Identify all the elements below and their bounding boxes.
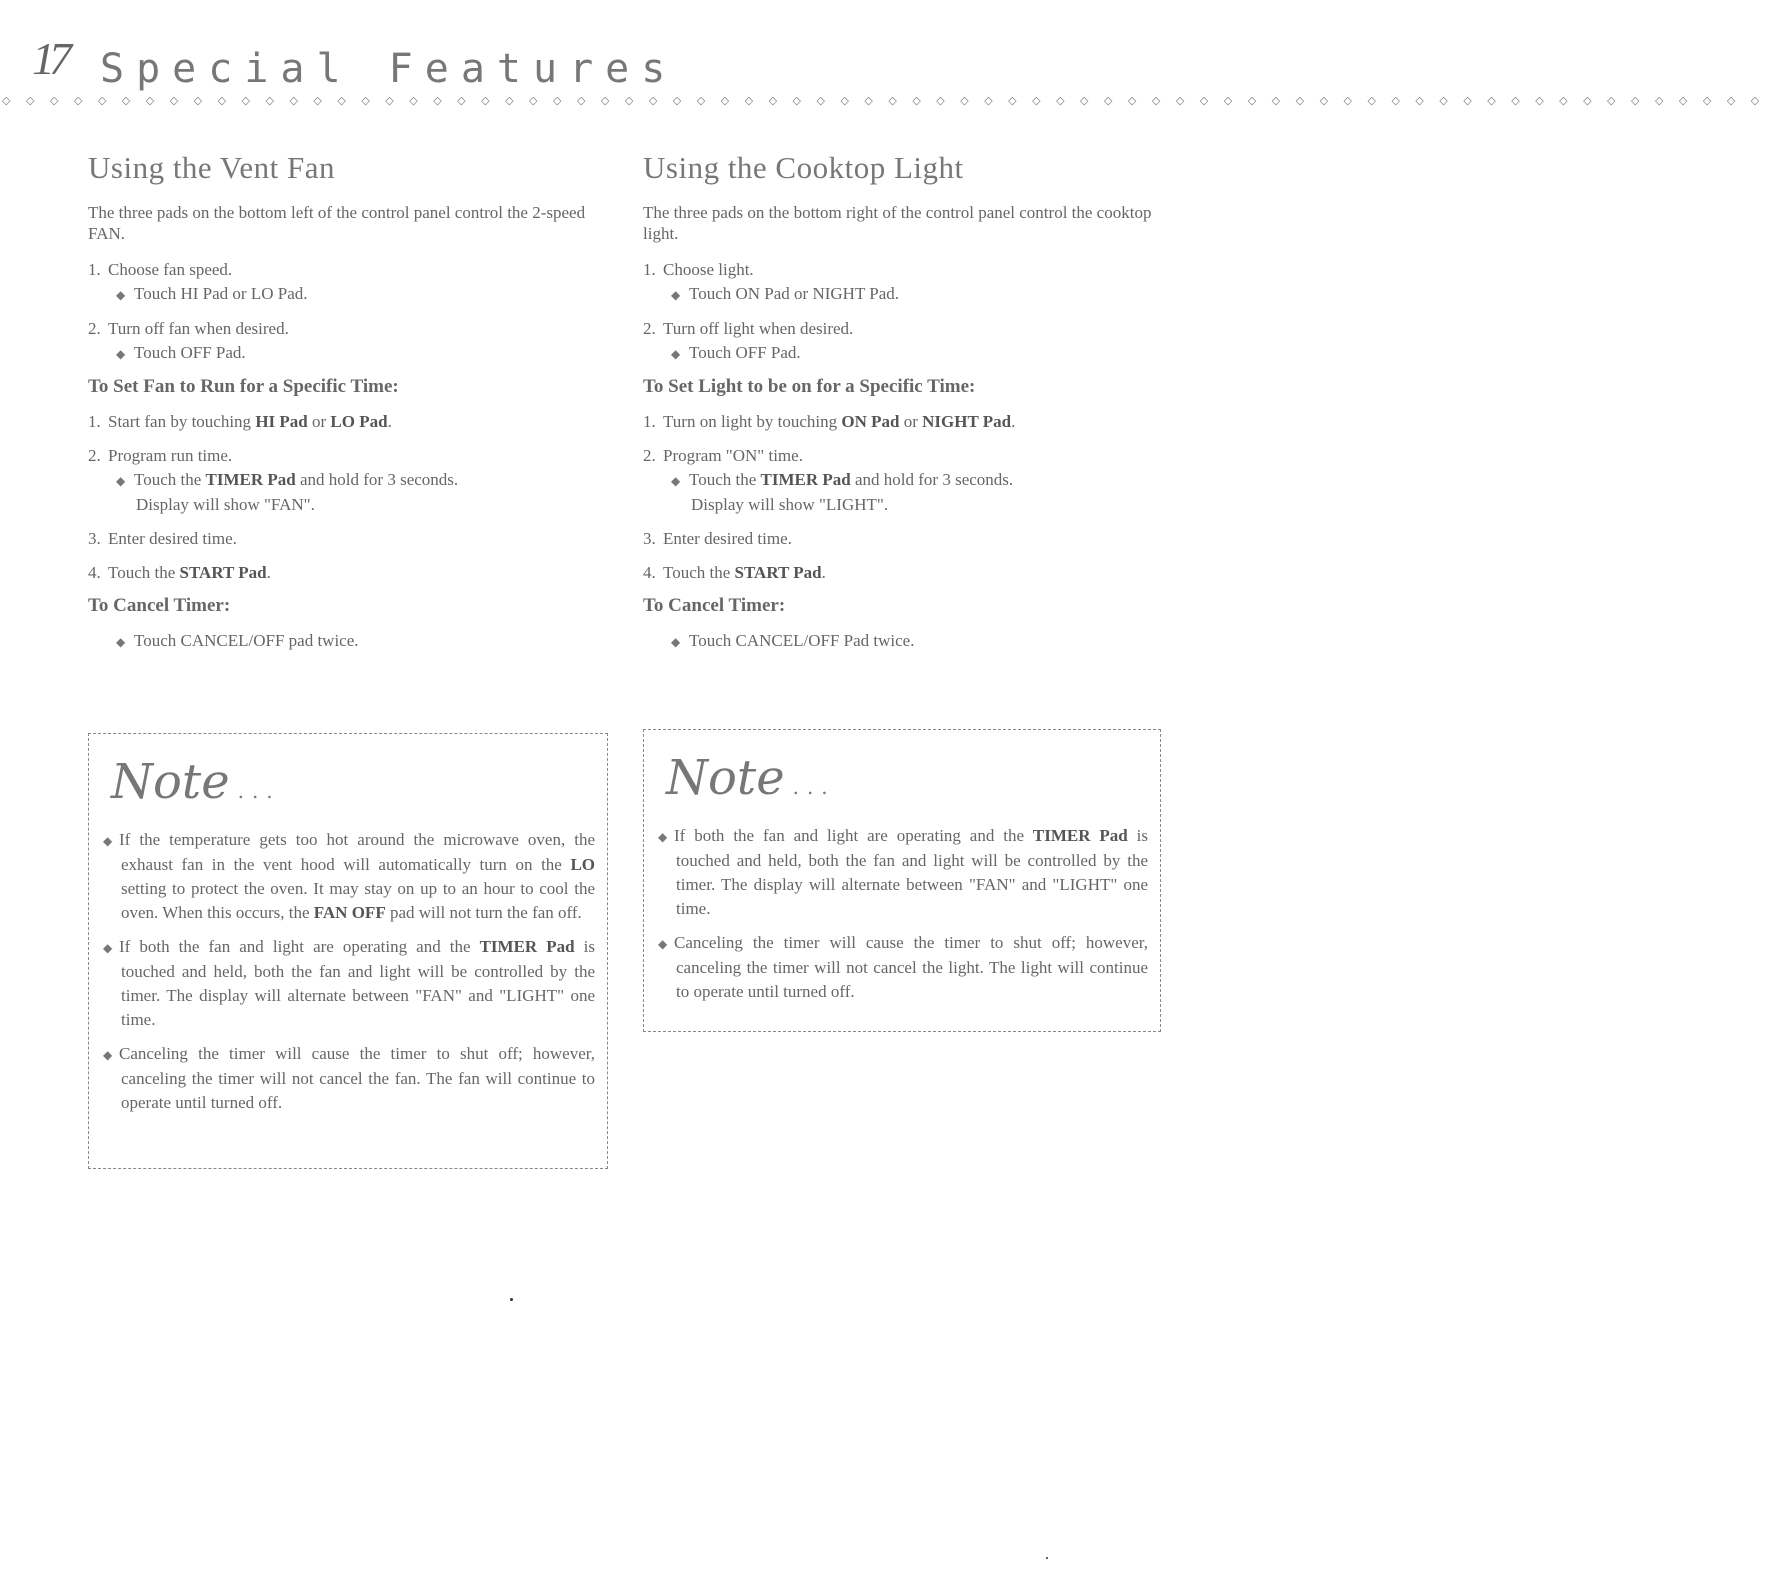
note-text: pad will not turn the fan off. <box>385 903 582 922</box>
step <box>88 561 600 585</box>
cancel-instruction <box>643 629 1161 654</box>
diamond-bullet-icon: ◆ <box>116 288 126 302</box>
display-message: Display will show "FAN". <box>136 495 315 514</box>
step-number: 3. <box>88 529 101 548</box>
diamond-bullet-icon: ◆ <box>103 1048 113 1062</box>
note-item <box>101 935 595 1032</box>
display-message: Display will show "LIGHT". <box>691 495 889 514</box>
note-item <box>656 931 1148 1004</box>
page-header <box>2 28 1765 108</box>
note-bold: LO <box>570 855 595 874</box>
diamond-bullet-icon: ◆ <box>103 941 113 955</box>
diamond-bullet-icon: ◆ <box>671 474 681 488</box>
step-text: Program "ON" time. <box>663 446 803 465</box>
note-text: is touched and held, both the fan and light will be controlled by the timer. The display will alternate between "FAN" and "LIGHT" one time. <box>121 937 595 1029</box>
vent-fan-section <box>88 150 600 664</box>
scan-speck <box>1046 1557 1048 1559</box>
note-text: If the temperature gets too hot around the microwave oven, the exhaust fan in the vent hood will automatically turn on the <box>119 830 595 874</box>
step-substep: Touch the <box>134 470 206 489</box>
step <box>88 527 600 551</box>
diamond-bullet-icon: ◆ <box>658 830 668 844</box>
step-text: or <box>307 412 331 431</box>
note-box <box>643 729 1161 1032</box>
step-substep: Touch OFF Pad. <box>134 343 246 362</box>
step-text: . <box>387 412 392 431</box>
diamond-bullet-icon: ◆ <box>103 834 113 848</box>
step-number: 4. <box>88 563 101 582</box>
note-item <box>101 828 595 925</box>
step-text: . <box>266 563 271 582</box>
step <box>643 561 1161 585</box>
note-item <box>101 1042 595 1115</box>
note-title <box>111 754 595 810</box>
cancel-timer-heading: To Cancel Timer: <box>643 595 786 616</box>
page-number: 17 <box>32 33 66 84</box>
intro-text: The three pads on the bottom left of the control panel control the 2-speed FAN. <box>88 203 586 243</box>
pad-name: LO Pad <box>330 412 388 431</box>
diamond-bullet-icon: ◆ <box>116 347 126 361</box>
note-bold: TIMER Pad <box>1032 826 1128 845</box>
step-number: 1. <box>643 260 656 279</box>
section-heading: Using the Cooktop Light <box>643 150 964 185</box>
step-text: Touch CANCEL/OFF Pad twice. <box>689 631 915 650</box>
note-text: setting to protect the oven. It may stay on up to an hour to cool the oven. When this occurs, the <box>121 879 595 922</box>
note-title-text: Note <box>666 750 785 806</box>
step-text: Touch the <box>663 563 735 582</box>
diamond-bullet-icon: ◆ <box>658 937 668 951</box>
diamond-bullet-icon: ◆ <box>671 347 681 361</box>
step <box>643 527 1161 551</box>
note-dots: ... <box>792 775 836 799</box>
step-text: Turn on light by touching <box>663 412 842 431</box>
note-title-text: Note <box>111 754 230 810</box>
pad-name: START Pad <box>179 563 267 582</box>
cancel-instruction <box>88 629 600 654</box>
diamond-bullet-icon: ◆ <box>116 474 126 488</box>
intro-text: The three pads on the bottom right of the control panel control the cooktop light. <box>643 203 1152 243</box>
pad-name: ON Pad <box>841 412 900 431</box>
step <box>88 444 600 517</box>
note-text: is touched and held, both the fan and light will be controlled by the timer. The display will alternate between "FAN" and "LIGHT" one time. <box>676 826 1148 918</box>
step-text: Choose fan speed. <box>108 260 233 279</box>
note-bold: FAN OFF <box>313 903 386 922</box>
step-text: Enter desired time. <box>663 529 792 548</box>
step-text: Turn off light when desired. <box>663 319 854 338</box>
step-number: 4. <box>643 563 656 582</box>
note-text: Canceling the timer will cause the timer to shut off; however, canceling the timer will not cancel the fan. The fan will continue to operate until turned off. <box>119 1044 595 1112</box>
cancel-timer-heading: To Cancel Timer: <box>88 595 231 616</box>
note-title <box>666 750 1148 806</box>
pad-name: TIMER Pad <box>205 470 296 489</box>
diamond-bullet-icon: ◆ <box>671 288 681 302</box>
step-number: 2. <box>643 319 656 338</box>
section-heading: Using the Vent Fan <box>88 150 335 185</box>
step <box>643 410 1161 434</box>
step-number: 2. <box>643 446 656 465</box>
step-text: . <box>821 563 826 582</box>
step <box>643 444 1161 517</box>
diamond-bullet-icon: ◆ <box>116 635 126 649</box>
step-text: or <box>899 412 923 431</box>
step-substep: and hold for 3 seconds. <box>295 470 459 489</box>
step <box>643 317 1161 366</box>
step-number: 3. <box>643 529 656 548</box>
step-text: Touch the <box>108 563 180 582</box>
note-dots: ... <box>237 779 281 803</box>
step-substep: Touch the <box>689 470 761 489</box>
step-number: 1. <box>88 260 101 279</box>
set-timer-heading: To Set Fan to Run for a Specific Time: <box>88 376 399 397</box>
diamond-rule-icon: ◇ ◇ ◇ ◇ ◇ ◇ ◇ ◇ ◇ ◇ ◇ ◇ ◇ ◇ ◇ ◇ ◇ ◇ ◇ ◇ ◇ ◇ ◇ ◇ ◇ ◇ ◇ ◇ ◇ ◇ ◇ ◇ ◇ ◇ ◇ ◇ ◇ ◇ ◇ ◇ ◇ ◇ ◇ ◇ ◇ ◇ ◇ ◇ ◇ ◇ ◇ ◇ ◇ ◇ ◇ ◇ ◇ ◇ ◇ ◇ ◇ ◇ ◇ ◇ ◇ ◇ ◇ ◇ ◇ ◇ ◇ ◇ ◇ ◇ <box>2 94 1765 107</box>
note-item <box>656 824 1148 921</box>
scan-speck <box>510 1298 513 1301</box>
step <box>88 258 600 307</box>
note-box <box>88 733 608 1169</box>
step-substep: Touch HI Pad or LO Pad. <box>134 284 308 303</box>
step-text: Choose light. <box>663 260 754 279</box>
pad-name: HI Pad <box>255 412 308 431</box>
set-timer-heading: To Set Light to be on for a Specific Time: <box>643 376 976 397</box>
step-number: 1. <box>643 412 656 431</box>
cooktop-light-section <box>643 150 1161 664</box>
step-number: 1. <box>88 412 101 431</box>
step <box>88 317 600 366</box>
page-title: Special Features <box>100 46 678 92</box>
diamond-bullet-icon: ◆ <box>671 635 681 649</box>
step-text: Turn off fan when desired. <box>108 319 289 338</box>
pad-name: NIGHT Pad <box>922 412 1012 431</box>
step-text: Start fan by touching <box>108 412 256 431</box>
step-number: 2. <box>88 446 101 465</box>
step-substep: Touch ON Pad or NIGHT Pad. <box>689 284 900 303</box>
step-text: Touch CANCEL/OFF pad twice. <box>134 631 359 650</box>
step-substep: and hold for 3 seconds. <box>850 470 1014 489</box>
note-text: If both the fan and light are operating and the <box>674 826 1033 845</box>
step-text: Enter desired time. <box>108 529 237 548</box>
note-text: Canceling the timer will cause the timer to shut off; however, canceling the timer will not cancel the light. The light will continue to operate until turned off. <box>674 933 1148 1001</box>
note-text: If both the fan and light are operating and the <box>119 937 480 956</box>
step <box>88 410 600 434</box>
step-substep: Touch OFF Pad. <box>689 343 801 362</box>
step-number: 2. <box>88 319 101 338</box>
step <box>643 258 1161 307</box>
step-text: . <box>1011 412 1016 431</box>
step-text: Program run time. <box>108 446 233 465</box>
pad-name: START Pad <box>734 563 822 582</box>
pad-name: TIMER Pad <box>760 470 851 489</box>
note-bold: TIMER Pad <box>479 937 575 956</box>
